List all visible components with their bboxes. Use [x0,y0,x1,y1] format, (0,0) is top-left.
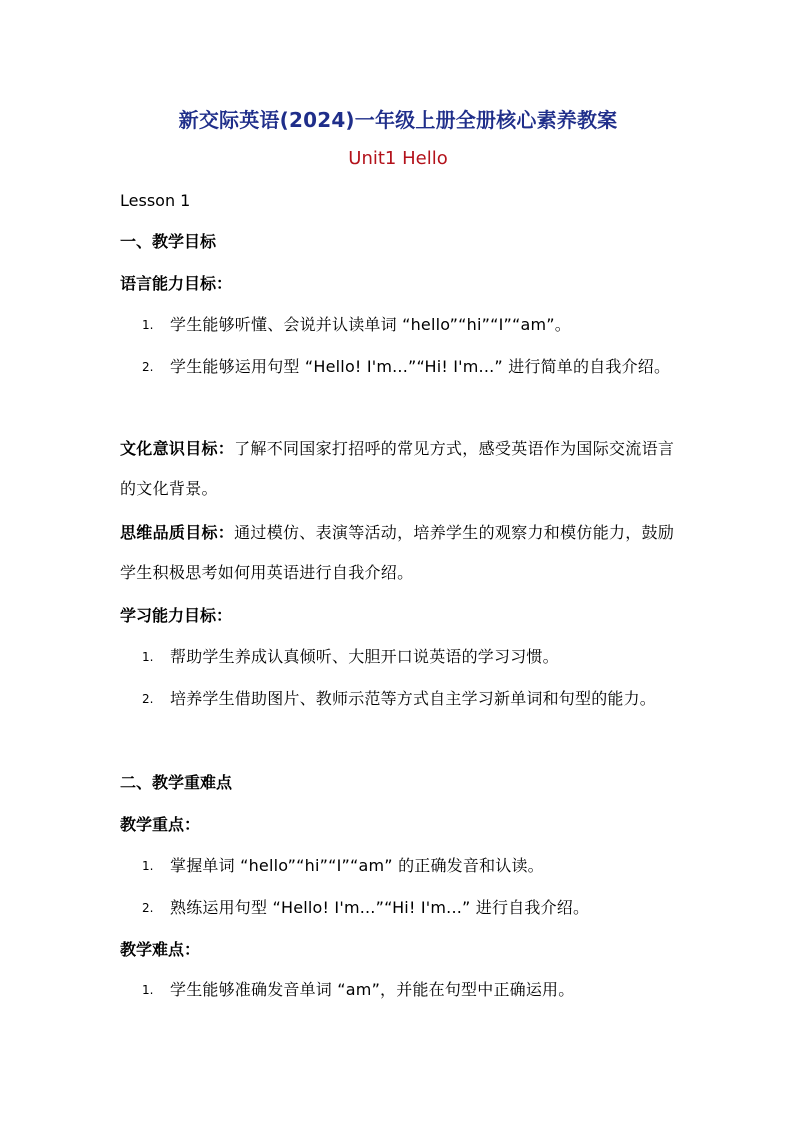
list-item [142,969,676,1011]
section-heading-key-points: 二、教学重难点 [120,773,233,792]
list-number: 1. [142,650,154,664]
list-text: 掌握单词 “hello”“hi”“I”“am” 的正确发音和认读。 [170,856,544,875]
culture-label: 文化意识目标： [120,439,235,458]
learning-goal-label: 学习能力目标： [120,606,233,625]
thinking-paragraph [120,513,676,593]
list-text: 培养学生借助图片、教师示范等方式自主学习新单词和句型的能力。 [170,689,657,708]
list-text: 帮助学生养成认真倾听、大胆开口说英语的学习习惯。 [170,647,559,666]
list-number: 2. [142,692,154,706]
list-number: 1. [142,859,154,873]
thinking-text: 通过模仿、表演等活动，培养学生的观察力和模仿能力，鼓励学生积极思考如何用英语进行自我介绍。 [120,523,675,582]
difficult-points-label: 教学难点： [120,940,201,959]
list-item [142,678,676,720]
list-item [142,887,676,929]
list-text: 熟练运用句型 “Hello! I'm...”“Hi! I'm...” 进行自我介绍。 [170,898,590,917]
list-item [142,845,676,887]
unit-title: Unit1 Hello [348,148,448,169]
language-goal-label: 语言能力目标： [120,274,233,293]
list-number: 1. [142,318,154,332]
culture-paragraph [120,429,676,509]
list-text: 学生能够准确发音单词 “am”，并能在句型中正确运用。 [170,980,575,999]
list-item [142,304,676,346]
section-heading-objectives: 一、教学目标 [120,232,217,251]
list-item [142,636,676,678]
document-title: 新交际英语(2024)一年级上册全册核心素养教案 [178,108,618,132]
thinking-label: 思维品质目标： [120,523,235,542]
list-number: 2. [142,360,154,374]
list-text: 学生能够运用句型 “Hello! I'm...”“Hi! I'm...” 进行简单的自我介绍。 [170,357,671,376]
list-text: 学生能够听懂、会说并认读单词 “hello”“hi”“I”“am”。 [170,315,571,334]
list-number: 1. [142,983,154,997]
culture-text: 了解不同国家打招呼的常见方式，感受英语作为国际交流语言的文化背景。 [120,439,675,498]
key-points-label: 教学重点： [120,815,201,834]
list-item [142,346,676,388]
lesson-label: Lesson 1 [120,191,191,210]
list-number: 2. [142,901,154,915]
